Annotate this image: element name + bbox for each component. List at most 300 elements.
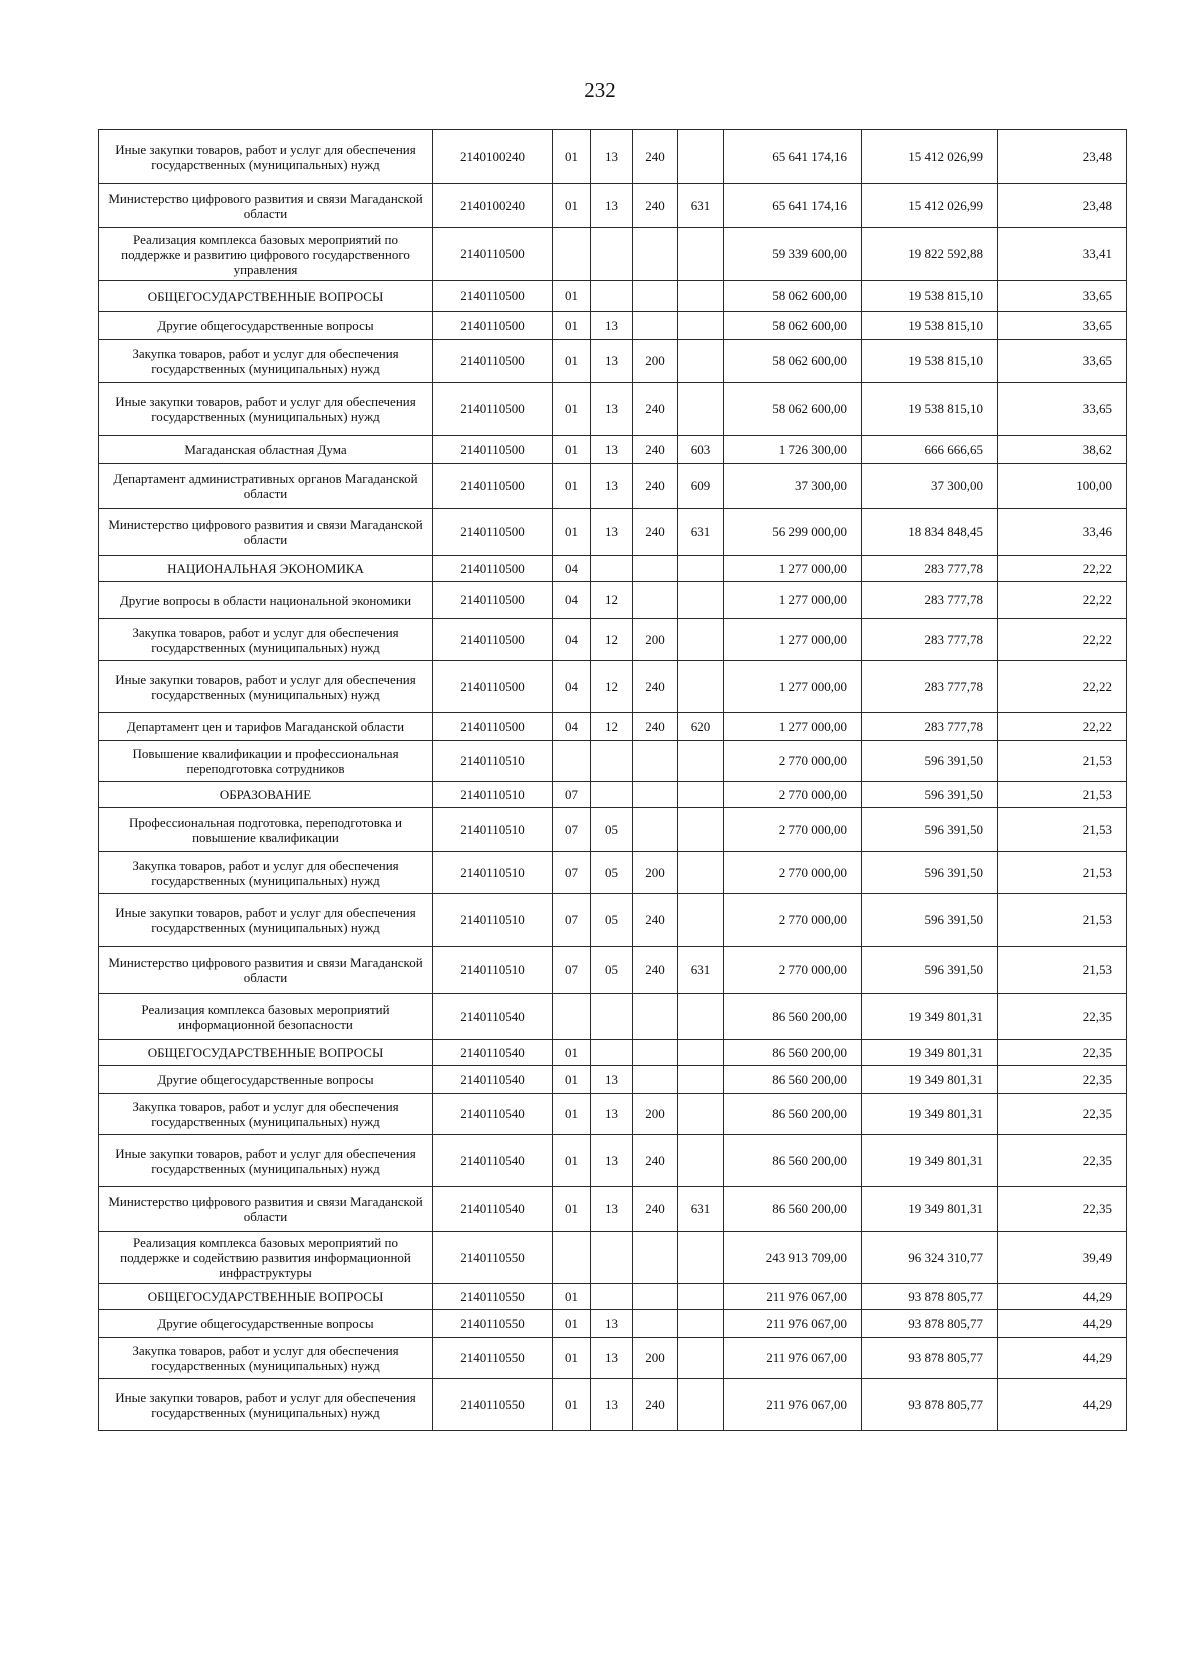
planned-amount-cell: 86 560 200,00 bbox=[724, 1066, 862, 1094]
subsection-cell: 12 bbox=[591, 661, 633, 713]
executed-amount-cell: 19 349 801,31 bbox=[862, 1187, 998, 1232]
executed-amount-cell: 19 538 815,10 bbox=[862, 383, 998, 436]
planned-amount-cell: 2 770 000,00 bbox=[724, 947, 862, 994]
planned-amount-cell: 211 976 067,00 bbox=[724, 1310, 862, 1338]
table-row bbox=[99, 130, 1127, 184]
target-article-cell: 2140110500 bbox=[433, 436, 553, 464]
execution-percent-cell: 33,65 bbox=[998, 383, 1127, 436]
execution-percent-cell: 44,29 bbox=[998, 1284, 1127, 1310]
execution-percent-cell: 33,41 bbox=[998, 228, 1127, 281]
row-name-cell: Иные закупки товаров, работ и услуг для обеспечения государственных (муниципальных) нужд bbox=[99, 1379, 433, 1431]
planned-amount-cell: 37 300,00 bbox=[724, 464, 862, 509]
executed-amount-cell: 596 391,50 bbox=[862, 808, 998, 852]
target-article-cell: 2140110550 bbox=[433, 1232, 553, 1284]
target-article-cell: 2140110540 bbox=[433, 1094, 553, 1135]
subsection-cell: 13 bbox=[591, 509, 633, 556]
administrator-cell bbox=[678, 619, 724, 661]
expense-type-cell bbox=[633, 994, 678, 1040]
planned-amount-cell: 59 339 600,00 bbox=[724, 228, 862, 281]
execution-percent-cell: 39,49 bbox=[998, 1232, 1127, 1284]
row-name-cell: Реализация комплекса базовых мероприятий информационной безопасности bbox=[99, 994, 433, 1040]
subsection-cell: 13 bbox=[591, 436, 633, 464]
planned-amount-cell: 1 726 300,00 bbox=[724, 436, 862, 464]
section-cell: 01 bbox=[553, 383, 591, 436]
planned-amount-cell: 1 277 000,00 bbox=[724, 556, 862, 582]
subsection-cell: 13 bbox=[591, 383, 633, 436]
row-name-cell: Закупка товаров, работ и услуг для обеспечения государственных (муниципальных) нужд bbox=[99, 1338, 433, 1379]
subsection-cell: 13 bbox=[591, 1379, 633, 1431]
executed-amount-cell: 93 878 805,77 bbox=[862, 1379, 998, 1431]
planned-amount-cell: 211 976 067,00 bbox=[724, 1338, 862, 1379]
executed-amount-cell: 15 412 026,99 bbox=[862, 130, 998, 184]
administrator-cell bbox=[678, 582, 724, 619]
table-row bbox=[99, 852, 1127, 894]
expense-type-cell bbox=[633, 808, 678, 852]
subsection-cell bbox=[591, 782, 633, 808]
planned-amount-cell: 86 560 200,00 bbox=[724, 1094, 862, 1135]
administrator-cell bbox=[678, 1040, 724, 1066]
planned-amount-cell: 1 277 000,00 bbox=[724, 661, 862, 713]
subsection-cell: 13 bbox=[591, 1066, 633, 1094]
planned-amount-cell: 2 770 000,00 bbox=[724, 782, 862, 808]
administrator-cell bbox=[678, 281, 724, 312]
expense-type-cell: 240 bbox=[633, 1379, 678, 1431]
target-article-cell: 2140110510 bbox=[433, 852, 553, 894]
planned-amount-cell: 58 062 600,00 bbox=[724, 312, 862, 340]
administrator-cell bbox=[678, 808, 724, 852]
target-article-cell: 2140110500 bbox=[433, 556, 553, 582]
section-cell: 01 bbox=[553, 1284, 591, 1310]
row-name-cell: Закупка товаров, работ и услуг для обеспечения государственных (муниципальных) нужд bbox=[99, 340, 433, 383]
expense-type-cell: 240 bbox=[633, 894, 678, 947]
target-article-cell: 2140110500 bbox=[433, 713, 553, 741]
subsection-cell bbox=[591, 556, 633, 582]
expense-type-cell bbox=[633, 1284, 678, 1310]
section-cell: 04 bbox=[553, 556, 591, 582]
executed-amount-cell: 596 391,50 bbox=[862, 741, 998, 782]
execution-percent-cell: 22,22 bbox=[998, 661, 1127, 713]
expense-type-cell: 240 bbox=[633, 184, 678, 228]
subsection-cell: 13 bbox=[591, 1135, 633, 1187]
target-article-cell: 2140110510 bbox=[433, 782, 553, 808]
section-cell: 01 bbox=[553, 509, 591, 556]
expense-type-cell: 200 bbox=[633, 619, 678, 661]
execution-percent-cell: 22,35 bbox=[998, 1187, 1127, 1232]
execution-percent-cell: 22,35 bbox=[998, 1066, 1127, 1094]
section-cell: 04 bbox=[553, 619, 591, 661]
administrator-cell bbox=[678, 782, 724, 808]
planned-amount-cell: 2 770 000,00 bbox=[724, 741, 862, 782]
expense-type-cell bbox=[633, 582, 678, 619]
table-row bbox=[99, 894, 1127, 947]
row-name-cell: ОБЩЕГОСУДАРСТВЕННЫЕ ВОПРОСЫ bbox=[99, 1040, 433, 1066]
execution-percent-cell: 22,22 bbox=[998, 713, 1127, 741]
target-article-cell: 2140110500 bbox=[433, 619, 553, 661]
executed-amount-cell: 283 777,78 bbox=[862, 582, 998, 619]
executed-amount-cell: 93 878 805,77 bbox=[862, 1310, 998, 1338]
execution-percent-cell: 23,48 bbox=[998, 130, 1127, 184]
execution-percent-cell: 44,29 bbox=[998, 1379, 1127, 1431]
administrator-cell bbox=[678, 1232, 724, 1284]
administrator-cell bbox=[678, 661, 724, 713]
expense-type-cell: 240 bbox=[633, 947, 678, 994]
section-cell: 01 bbox=[553, 281, 591, 312]
row-name-cell: ОБЩЕГОСУДАРСТВЕННЫЕ ВОПРОСЫ bbox=[99, 281, 433, 312]
section-cell: 04 bbox=[553, 713, 591, 741]
row-name-cell: Министерство цифрового развития и связи Магаданской области bbox=[99, 1187, 433, 1232]
planned-amount-cell: 211 976 067,00 bbox=[724, 1284, 862, 1310]
expense-type-cell: 240 bbox=[633, 713, 678, 741]
target-article-cell: 2140110500 bbox=[433, 228, 553, 281]
row-name-cell: Иные закупки товаров, работ и услуг для обеспечения государственных (муниципальных) нужд bbox=[99, 894, 433, 947]
executed-amount-cell: 596 391,50 bbox=[862, 782, 998, 808]
execution-percent-cell: 33,46 bbox=[998, 509, 1127, 556]
section-cell: 01 bbox=[553, 436, 591, 464]
table-row bbox=[99, 228, 1127, 281]
administrator-cell bbox=[678, 228, 724, 281]
section-cell: 01 bbox=[553, 1066, 591, 1094]
target-article-cell: 2140110540 bbox=[433, 1135, 553, 1187]
execution-percent-cell: 22,22 bbox=[998, 619, 1127, 661]
executed-amount-cell: 96 324 310,77 bbox=[862, 1232, 998, 1284]
section-cell: 01 bbox=[553, 1187, 591, 1232]
planned-amount-cell: 243 913 709,00 bbox=[724, 1232, 862, 1284]
execution-percent-cell: 23,48 bbox=[998, 184, 1127, 228]
table-row bbox=[99, 947, 1127, 994]
table-row bbox=[99, 1338, 1127, 1379]
executed-amount-cell: 666 666,65 bbox=[862, 436, 998, 464]
expense-type-cell: 240 bbox=[633, 436, 678, 464]
executed-amount-cell: 283 777,78 bbox=[862, 661, 998, 713]
section-cell: 07 bbox=[553, 947, 591, 994]
row-name-cell: Закупка товаров, работ и услуг для обеспечения государственных (муниципальных) нужд bbox=[99, 619, 433, 661]
expense-type-cell bbox=[633, 782, 678, 808]
target-article-cell: 2140110510 bbox=[433, 741, 553, 782]
expense-type-cell: 240 bbox=[633, 1135, 678, 1187]
administrator-cell bbox=[678, 130, 724, 184]
target-article-cell: 2140110550 bbox=[433, 1284, 553, 1310]
executed-amount-cell: 596 391,50 bbox=[862, 852, 998, 894]
executed-amount-cell: 19 538 815,10 bbox=[862, 340, 998, 383]
subsection-cell: 13 bbox=[591, 130, 633, 184]
administrator-cell: 631 bbox=[678, 1187, 724, 1232]
table-row bbox=[99, 436, 1127, 464]
administrator-cell: 631 bbox=[678, 184, 724, 228]
planned-amount-cell: 1 277 000,00 bbox=[724, 713, 862, 741]
expense-type-cell bbox=[633, 1040, 678, 1066]
target-article-cell: 2140110540 bbox=[433, 1040, 553, 1066]
table-row bbox=[99, 281, 1127, 312]
administrator-cell: 631 bbox=[678, 947, 724, 994]
section-cell: 04 bbox=[553, 661, 591, 713]
executed-amount-cell: 18 834 848,45 bbox=[862, 509, 998, 556]
row-name-cell: Другие общегосударственные вопросы bbox=[99, 312, 433, 340]
planned-amount-cell: 58 062 600,00 bbox=[724, 281, 862, 312]
executed-amount-cell: 19 349 801,31 bbox=[862, 1066, 998, 1094]
subsection-cell: 13 bbox=[591, 1187, 633, 1232]
section-cell: 04 bbox=[553, 582, 591, 619]
table-row bbox=[99, 582, 1127, 619]
row-name-cell: Реализация комплекса базовых мероприятий по поддержке и содействию развития информационной инфраструктуры bbox=[99, 1232, 433, 1284]
planned-amount-cell: 65 641 174,16 bbox=[724, 184, 862, 228]
subsection-cell: 13 bbox=[591, 1094, 633, 1135]
planned-amount-cell: 56 299 000,00 bbox=[724, 509, 862, 556]
section-cell bbox=[553, 228, 591, 281]
executed-amount-cell: 19 349 801,31 bbox=[862, 1094, 998, 1135]
table-row bbox=[99, 782, 1127, 808]
section-cell: 01 bbox=[553, 1310, 591, 1338]
row-name-cell: Иные закупки товаров, работ и услуг для обеспечения государственных (муниципальных) нужд bbox=[99, 130, 433, 184]
execution-percent-cell: 100,00 bbox=[998, 464, 1127, 509]
execution-percent-cell: 33,65 bbox=[998, 281, 1127, 312]
table-row bbox=[99, 1135, 1127, 1187]
target-article-cell: 2140110500 bbox=[433, 509, 553, 556]
administrator-cell bbox=[678, 1066, 724, 1094]
execution-percent-cell: 21,53 bbox=[998, 852, 1127, 894]
planned-amount-cell: 86 560 200,00 bbox=[724, 994, 862, 1040]
table-row bbox=[99, 556, 1127, 582]
subsection-cell: 12 bbox=[591, 619, 633, 661]
expense-type-cell bbox=[633, 556, 678, 582]
execution-percent-cell: 44,29 bbox=[998, 1338, 1127, 1379]
executed-amount-cell: 283 777,78 bbox=[862, 556, 998, 582]
row-name-cell: Другие общегосударственные вопросы bbox=[99, 1066, 433, 1094]
subsection-cell: 05 bbox=[591, 808, 633, 852]
planned-amount-cell: 65 641 174,16 bbox=[724, 130, 862, 184]
table-row bbox=[99, 1187, 1127, 1232]
execution-percent-cell: 21,53 bbox=[998, 741, 1127, 782]
row-name-cell: Профессиональная подготовка, переподготовка и повышение квалификации bbox=[99, 808, 433, 852]
planned-amount-cell: 1 277 000,00 bbox=[724, 582, 862, 619]
expense-type-cell bbox=[633, 228, 678, 281]
table-row bbox=[99, 661, 1127, 713]
subsection-cell: 13 bbox=[591, 312, 633, 340]
table-row bbox=[99, 741, 1127, 782]
administrator-cell bbox=[678, 1094, 724, 1135]
row-name-cell: Иные закупки товаров, работ и услуг для обеспечения государственных (муниципальных) нужд bbox=[99, 1135, 433, 1187]
row-name-cell: Иные закупки товаров, работ и услуг для обеспечения государственных (муниципальных) нужд bbox=[99, 661, 433, 713]
table-row bbox=[99, 464, 1127, 509]
subsection-cell bbox=[591, 1284, 633, 1310]
section-cell: 01 bbox=[553, 312, 591, 340]
row-name-cell: Министерство цифрового развития и связи Магаданской области bbox=[99, 947, 433, 994]
execution-percent-cell: 22,35 bbox=[998, 1135, 1127, 1187]
administrator-cell bbox=[678, 1310, 724, 1338]
executed-amount-cell: 596 391,50 bbox=[862, 894, 998, 947]
administrator-cell bbox=[678, 1135, 724, 1187]
row-name-cell: Реализация комплекса базовых мероприятий по поддержке и развитию цифрового государственного управления bbox=[99, 228, 433, 281]
expense-type-cell: 240 bbox=[633, 1187, 678, 1232]
expense-type-cell: 240 bbox=[633, 130, 678, 184]
section-cell: 01 bbox=[553, 130, 591, 184]
section-cell bbox=[553, 994, 591, 1040]
section-cell: 07 bbox=[553, 894, 591, 947]
executed-amount-cell: 19 349 801,31 bbox=[862, 1135, 998, 1187]
row-name-cell: ОБЩЕГОСУДАРСТВЕННЫЕ ВОПРОСЫ bbox=[99, 1284, 433, 1310]
subsection-cell: 13 bbox=[591, 1338, 633, 1379]
subsection-cell bbox=[591, 741, 633, 782]
expense-type-cell bbox=[633, 1232, 678, 1284]
administrator-cell: 620 bbox=[678, 713, 724, 741]
subsection-cell: 13 bbox=[591, 340, 633, 383]
table-row bbox=[99, 808, 1127, 852]
expense-type-cell bbox=[633, 312, 678, 340]
row-name-cell: Повышение квалификации и профессиональная переподготовка сотрудников bbox=[99, 741, 433, 782]
administrator-cell bbox=[678, 894, 724, 947]
administrator-cell: 603 bbox=[678, 436, 724, 464]
page-number: 232 bbox=[584, 78, 616, 102]
table-row bbox=[99, 340, 1127, 383]
administrator-cell bbox=[678, 383, 724, 436]
planned-amount-cell: 2 770 000,00 bbox=[724, 808, 862, 852]
row-name-cell: Магаданская областная Дума bbox=[99, 436, 433, 464]
section-cell: 01 bbox=[553, 1338, 591, 1379]
executed-amount-cell: 37 300,00 bbox=[862, 464, 998, 509]
table-row bbox=[99, 1066, 1127, 1094]
execution-percent-cell: 21,53 bbox=[998, 782, 1127, 808]
section-cell: 01 bbox=[553, 184, 591, 228]
target-article-cell: 2140110510 bbox=[433, 947, 553, 994]
budget-table-body bbox=[99, 130, 1127, 1431]
budget-table bbox=[98, 129, 1127, 1431]
row-name-cell: НАЦИОНАЛЬНАЯ ЭКОНОМИКА bbox=[99, 556, 433, 582]
section-cell: 01 bbox=[553, 1135, 591, 1187]
target-article-cell: 2140110510 bbox=[433, 894, 553, 947]
administrator-cell bbox=[678, 340, 724, 383]
executed-amount-cell: 19 822 592,88 bbox=[862, 228, 998, 281]
row-name-cell: Министерство цифрового развития и связи Магаданской области bbox=[99, 184, 433, 228]
administrator-cell bbox=[678, 1284, 724, 1310]
target-article-cell: 2140110550 bbox=[433, 1310, 553, 1338]
execution-percent-cell: 22,22 bbox=[998, 556, 1127, 582]
table-row bbox=[99, 509, 1127, 556]
execution-percent-cell: 21,53 bbox=[998, 808, 1127, 852]
planned-amount-cell: 211 976 067,00 bbox=[724, 1379, 862, 1431]
executed-amount-cell: 19 538 815,10 bbox=[862, 281, 998, 312]
execution-percent-cell: 33,65 bbox=[998, 312, 1127, 340]
expense-type-cell bbox=[633, 1310, 678, 1338]
target-article-cell: 2140100240 bbox=[433, 130, 553, 184]
execution-percent-cell: 21,53 bbox=[998, 894, 1127, 947]
subsection-cell: 12 bbox=[591, 713, 633, 741]
section-cell: 01 bbox=[553, 464, 591, 509]
execution-percent-cell: 22,35 bbox=[998, 1094, 1127, 1135]
section-cell: 01 bbox=[553, 340, 591, 383]
executed-amount-cell: 283 777,78 bbox=[862, 713, 998, 741]
planned-amount-cell: 86 560 200,00 bbox=[724, 1187, 862, 1232]
row-name-cell: Министерство цифрового развития и связи Магаданской области bbox=[99, 509, 433, 556]
table-row bbox=[99, 1094, 1127, 1135]
target-article-cell: 2140110550 bbox=[433, 1379, 553, 1431]
executed-amount-cell: 596 391,50 bbox=[862, 947, 998, 994]
expense-type-cell: 240 bbox=[633, 661, 678, 713]
row-name-cell: Департамент цен и тарифов Магаданской области bbox=[99, 713, 433, 741]
expense-type-cell bbox=[633, 281, 678, 312]
table-row bbox=[99, 994, 1127, 1040]
subsection-cell bbox=[591, 281, 633, 312]
subsection-cell bbox=[591, 228, 633, 281]
execution-percent-cell: 44,29 bbox=[998, 1310, 1127, 1338]
target-article-cell: 2140110500 bbox=[433, 383, 553, 436]
executed-amount-cell: 283 777,78 bbox=[862, 619, 998, 661]
expense-type-cell: 240 bbox=[633, 383, 678, 436]
row-name-cell: Иные закупки товаров, работ и услуг для обеспечения государственных (муниципальных) нужд bbox=[99, 383, 433, 436]
section-cell: 07 bbox=[553, 852, 591, 894]
target-article-cell: 2140110500 bbox=[433, 312, 553, 340]
expense-type-cell bbox=[633, 1066, 678, 1094]
expense-type-cell: 200 bbox=[633, 1338, 678, 1379]
expense-type-cell: 240 bbox=[633, 509, 678, 556]
expense-type-cell: 240 bbox=[633, 464, 678, 509]
planned-amount-cell: 2 770 000,00 bbox=[724, 852, 862, 894]
section-cell: 01 bbox=[553, 1094, 591, 1135]
executed-amount-cell: 19 349 801,31 bbox=[862, 994, 998, 1040]
target-article-cell: 2140110510 bbox=[433, 808, 553, 852]
row-name-cell: Закупка товаров, работ и услуг для обеспечения государственных (муниципальных) нужд bbox=[99, 852, 433, 894]
target-article-cell: 2140110500 bbox=[433, 464, 553, 509]
subsection-cell bbox=[591, 1040, 633, 1066]
table-row bbox=[99, 1232, 1127, 1284]
subsection-cell bbox=[591, 994, 633, 1040]
planned-amount-cell: 58 062 600,00 bbox=[724, 383, 862, 436]
administrator-cell: 631 bbox=[678, 509, 724, 556]
planned-amount-cell: 86 560 200,00 bbox=[724, 1135, 862, 1187]
table-row bbox=[99, 1284, 1127, 1310]
target-article-cell: 2140110500 bbox=[433, 281, 553, 312]
executed-amount-cell: 15 412 026,99 bbox=[862, 184, 998, 228]
subsection-cell: 05 bbox=[591, 894, 633, 947]
target-article-cell: 2140110500 bbox=[433, 661, 553, 713]
section-cell bbox=[553, 741, 591, 782]
administrator-cell: 609 bbox=[678, 464, 724, 509]
executed-amount-cell: 19 538 815,10 bbox=[862, 312, 998, 340]
administrator-cell bbox=[678, 741, 724, 782]
target-article-cell: 2140110540 bbox=[433, 1066, 553, 1094]
subsection-cell: 13 bbox=[591, 464, 633, 509]
executed-amount-cell: 93 878 805,77 bbox=[862, 1338, 998, 1379]
planned-amount-cell: 58 062 600,00 bbox=[724, 340, 862, 383]
expense-type-cell: 200 bbox=[633, 340, 678, 383]
subsection-cell bbox=[591, 1232, 633, 1284]
table-row bbox=[99, 1310, 1127, 1338]
execution-percent-cell: 22,35 bbox=[998, 994, 1127, 1040]
executed-amount-cell: 19 349 801,31 bbox=[862, 1040, 998, 1066]
table-row bbox=[99, 312, 1127, 340]
table-row bbox=[99, 184, 1127, 228]
subsection-cell: 13 bbox=[591, 1310, 633, 1338]
table-row bbox=[99, 1040, 1127, 1066]
table-row bbox=[99, 383, 1127, 436]
execution-percent-cell: 38,62 bbox=[998, 436, 1127, 464]
administrator-cell bbox=[678, 852, 724, 894]
expense-type-cell bbox=[633, 741, 678, 782]
row-name-cell: Другие общегосударственные вопросы bbox=[99, 1310, 433, 1338]
execution-percent-cell: 22,22 bbox=[998, 582, 1127, 619]
target-article-cell: 2140110500 bbox=[433, 340, 553, 383]
planned-amount-cell: 2 770 000,00 bbox=[724, 894, 862, 947]
section-cell bbox=[553, 1232, 591, 1284]
execution-percent-cell: 22,35 bbox=[998, 1040, 1127, 1066]
subsection-cell: 13 bbox=[591, 184, 633, 228]
section-cell: 01 bbox=[553, 1379, 591, 1431]
subsection-cell: 05 bbox=[591, 947, 633, 994]
row-name-cell: ОБРАЗОВАНИЕ bbox=[99, 782, 433, 808]
table-row bbox=[99, 1379, 1127, 1431]
target-article-cell: 2140110540 bbox=[433, 1187, 553, 1232]
expense-type-cell: 200 bbox=[633, 852, 678, 894]
planned-amount-cell: 86 560 200,00 bbox=[724, 1040, 862, 1066]
row-name-cell: Департамент административных органов Магаданской области bbox=[99, 464, 433, 509]
